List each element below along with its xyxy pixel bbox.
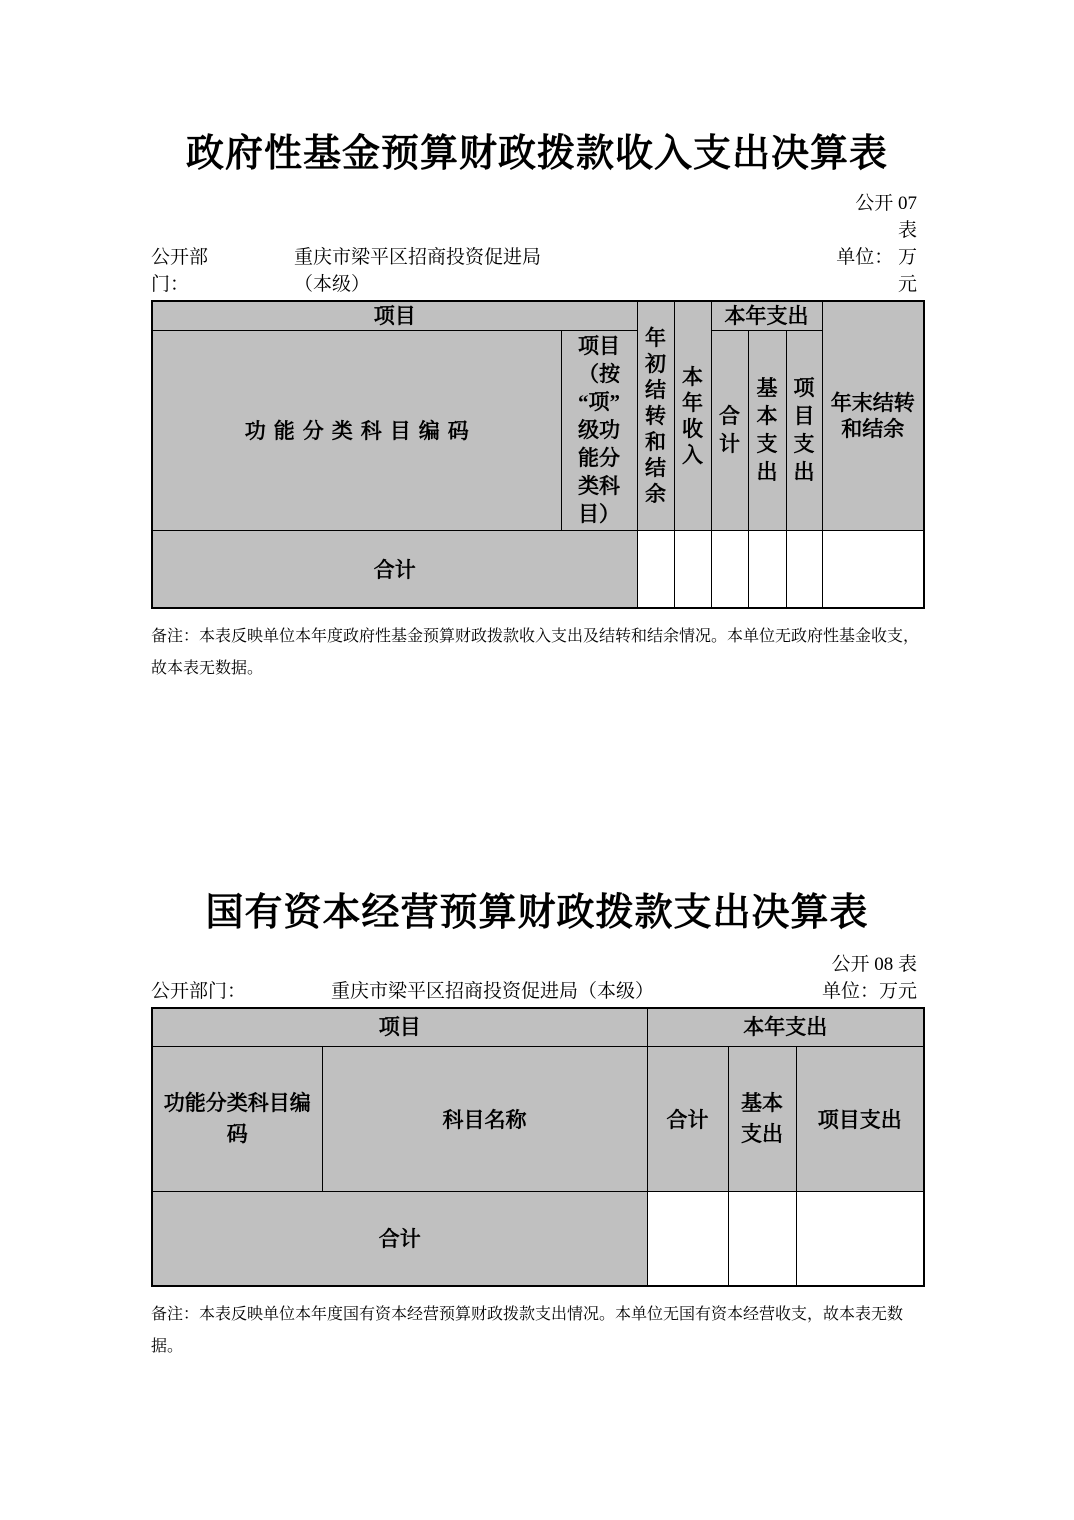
table2-note: 备注：本表反映单位本年度国有资本经营预算财政拨款支出情况。本单位无国有资本经营收支，故本表无数据。: [151, 1306, 904, 1355]
table2-dept-label: 公开部门：: [151, 981, 247, 1002]
th-end-year-balance: 年末结转 和结余: [822, 301, 924, 530]
table1-dept-label: 公开部 门：: [151, 247, 209, 295]
table2-header-row-2: [152, 1046, 924, 1191]
th-expense-total: 合 计: [711, 330, 748, 530]
table1-note: 备注：本表反映单位本年度政府性基金预算财政拨款收入支出及结转和结余情况。本单位无政府性基金收支，故本表无数据。: [151, 628, 920, 677]
th-func-class-code: 功能分类科目编码: [152, 330, 561, 530]
th-current-year-income: 本 年 收 入: [674, 301, 711, 530]
table1-dept-value: 重庆市梁平区招商投资促进局 （本级）: [294, 247, 542, 295]
table2-cell-expense-total: [647, 1191, 728, 1286]
table1-header-row-2: [152, 330, 924, 530]
th2-project: 项目: [152, 1008, 647, 1046]
table2-meta-row: [151, 978, 923, 1005]
table2-total-label: 合计: [152, 1191, 647, 1286]
table1-cell-end-balance: [822, 530, 924, 608]
table2-title: 国有资本经营预算财政拨款支出决算表: [205, 892, 869, 934]
table1-title: 政府性基金预算财政拨款收入支出决算表: [185, 133, 888, 175]
th2-project-expense: 项目支出: [796, 1046, 924, 1191]
table1-meta-row: [151, 244, 923, 298]
th-begin-year-balance: 年 初 结 转 和 结 余: [637, 301, 674, 530]
th-item-by-xiang-level: 项目 （按 “项” 级功 能分 类科 目）: [561, 330, 637, 530]
th2-func-class-code: 功能分类科目编 码: [152, 1046, 322, 1191]
table1-cell-basic-expense: [748, 530, 786, 608]
table2-unit-label: 单位：万元: [821, 981, 917, 1002]
state-capital-table: [151, 1007, 925, 1287]
th-project-expense: 项 目 支 出: [786, 330, 822, 530]
table2-form-number: 公开 08 表: [831, 954, 917, 975]
th2-expense-total: 合计: [647, 1046, 728, 1191]
gov-fund-table: [151, 300, 925, 609]
table1-cell-begin-balance: [637, 530, 674, 608]
th2-current-year-expense: 本年支出: [647, 1008, 924, 1046]
th-basic-expense: 基 本 支 出: [748, 330, 786, 530]
table1-header-row-1: [152, 301, 924, 330]
table2-cell-basic-expense: [728, 1191, 796, 1286]
table2-dept-value: 重庆市梁平区招商投资促进局（本级）: [331, 981, 655, 1002]
table1-form-number: 公开 07 表: [855, 193, 917, 241]
th2-basic-expense: 基本 支出: [728, 1046, 796, 1191]
table1-cell-project-expense: [786, 530, 822, 608]
table1-cell-expense-total: [711, 530, 748, 608]
table1-total-row: [152, 530, 924, 608]
th-current-year-expense: 本年支出: [711, 301, 822, 330]
th2-subject-name: 科目名称: [322, 1046, 647, 1191]
th-project: 项目: [152, 301, 637, 330]
table1-cell-year-income: [674, 530, 711, 608]
table1-unit-label: 单位： 万 元: [836, 247, 917, 295]
table2-header-row-1: [152, 1008, 924, 1046]
table1-total-label: 合计: [152, 530, 637, 608]
table2-total-row: [152, 1191, 924, 1286]
state-capital-section: [151, 891, 923, 1363]
gov-fund-section: [151, 132, 923, 685]
document-page: [151, 0, 923, 1363]
table2-cell-project-expense: [796, 1191, 924, 1286]
